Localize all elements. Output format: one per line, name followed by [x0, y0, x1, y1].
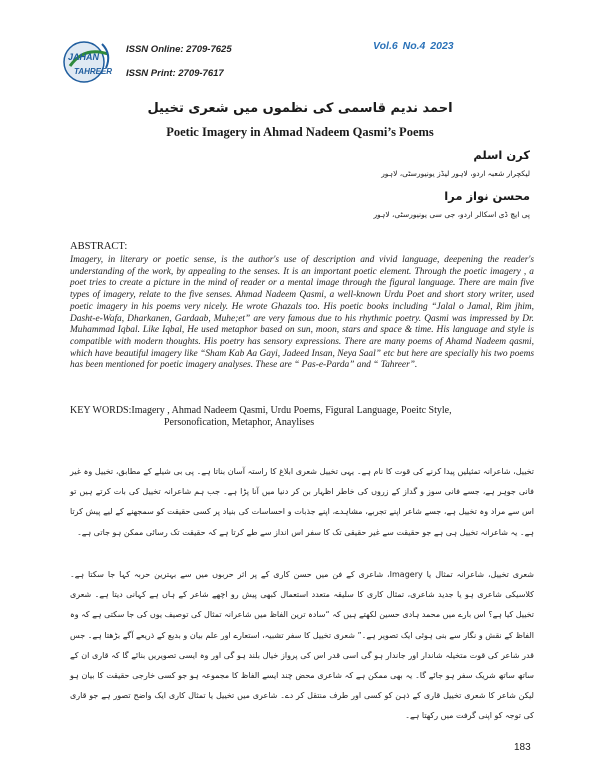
- logo-text-1: JAHAN: [68, 52, 100, 62]
- abstract-body: Imagery, in literary or poetic sense, is the author's use of description and vivid language, deepening the reader's understanding of the work, by appealing to the senses. It is an important poetic element. Through the poetic imagery , a poet tries to create a picture in the mind of reader or a mental image through the figural language. There are main five types of imagery, relate to the five senses. Ahmad Nadeem Qasmi, a well-known Urdu Poet and short story writer, used poetic imagery in his poems very nicely. He wrote Ghazals too. His poetic books including “Jalal o Jamal, Rim jhim, Dasht-e-Wafa, Dharkanen, Gardaab, Muhe;et” are very famous due to his rhythmic poetry. Qasmi was impressed by Dr. Muhammad Iqbal. Like Iqbal, He used metaphor based on sun, moon, stars and space & time. His language and style is compatible with modern thoughts. His poetry has sensory expressions. There are many poems of Ahamd Nadeem qasmi, which have beautiful imagery like “Sham Kab Aa Gayi, Jadeed Insan, Neya Saal” etc but here are specially his two poems has been mentioned for poetic imagery analyses. These are “ Pas-e-Parda” and “ Tahreer”.: [70, 255, 534, 371]
- issn-online: ISSN Online: 2709-7625: [126, 44, 232, 55]
- abstract-heading: ABSTRACT:: [70, 241, 128, 252]
- journal-logo: [62, 36, 118, 88]
- logo-text-2: TAHREER: [74, 67, 113, 76]
- volume-issue: Vol.6 No.4 2023: [373, 40, 454, 52]
- author-1-affiliation: لیکچرار شعبہ اردو، لاہور لیڈز یونیورسٹی، لاہور: [381, 169, 530, 178]
- urdu-title: احمد ندیم قاسمی کی نظموں میں شعری تخییل: [147, 101, 453, 116]
- author-2-name: محسن نواز مرا: [444, 189, 530, 203]
- body-paragraph-2: شعری تخییل، شاعرانہ تمثال یا Imagery، شاعری کے فن میں حسن کاری کے پر اثر حربوں میں سے بہترین حربہ کہا جا سکتا ہے۔ کلاسیکی شاعری ہو یا جدید شاعری، تمثال کاری کا سلیقہ متعدد استعمال کبھی پیش رو اچھے شاعر کے ہاں ہے کہانی دیتا ہے۔ شعری تخییل کیا ہے؟ اس بارے میں محمد ہادی حسین لکھتے ہیں کہ “سادہ ترین الفاظ میں شاعرانہ تمثال کی توصیف یوں کی جا سکتی ہے کہ وہ الفاظ کے نقش و نگار سے بنی ہوئی ایک تصویر ہے۔” شعری تخییل کا سفر تشبیہ، استعارے اور علم بیان و بدیع کے ذریعے آگے بڑھتا ہے۔ جس قدر شاعر کی قوت متخیلہ شاندار اور جاندار ہو گی اسی قدر اس کی پرواز خیال بلند ہو گی اور وہ ایسی تصویریں بنائے گا کہ قاری ان کے ساتھ ساتھ شریک سفر ہو جائے گا۔ یہ بھی ممکن ہے کہ شاعری محض چند ایسے الفاظ کا مجموعہ ہو جو کسی خارجی حقیقت کا بیان ہو لیکن شاعر کا شعری تخییل قاری کے ذہن کو کسی اور طرف منتقل کر دے۔ شاعری میں تخییل یا تمثال کاری ایک واضح تصور ہے جو قاری کی توجہ کو اپنی گرفت میں رکھتا ہے۔: [70, 570, 534, 721]
- author-1-name: کرن اسلم: [473, 148, 530, 162]
- keywords-line-2: Personofication, Metaphor, Anaylises: [164, 417, 315, 429]
- page-number: 183: [514, 742, 531, 753]
- keywords: [70, 405, 540, 430]
- keywords-line-1: KEY WORDS:Imagery , Ahmad Nadeem Qasmi, Urdu Poems, Figural Language, Poeitc Style,: [70, 405, 452, 416]
- english-title: Poetic Imagery in Ahmad Nadeem Qasmi’s Poems: [166, 125, 434, 139]
- body-paragraph-1: تخییل، شاعرانہ تمثیلیں پیدا کرنے کی قوت کا نام ہے۔ یہی تخییل شعری ابلاغ کا راستہ آسان بناتا ہے۔ پی بی شیلے کے مطابق، تخییل وہ غیر فانی جوہر ہے، جسے فانی سوز و گداز کے زروں کی خاطر اظہار بن کر دنیا میں آنا پڑا ہے۔ جب ہم شاعرانہ تخییل کی بات کرتے ہیں تو اس سے مراد وہ تخییل ہے، جسے شاعر اپنے تجربے، مشاہدے، اپنے جذبات و احساسات کی بنیاد پر کسی حقیقت کو سمجھنے کے لیے پیش کرتا ہے۔ یہ شاعرانہ تخییل ہی ہے جو حقیقت سے غیر حقیقی تک کا سفر اس انداز سے طے کرتا ہے کہ حقیقت تک رسائی ممکن ہو جاتی ہے۔: [70, 467, 534, 537]
- author-2-affiliation: پی ایچ ڈی اسکالر اردو، جی سی یونیورسٹی، لاہور: [373, 210, 530, 219]
- issn-print: ISSN Print: 2709-7617: [126, 68, 224, 79]
